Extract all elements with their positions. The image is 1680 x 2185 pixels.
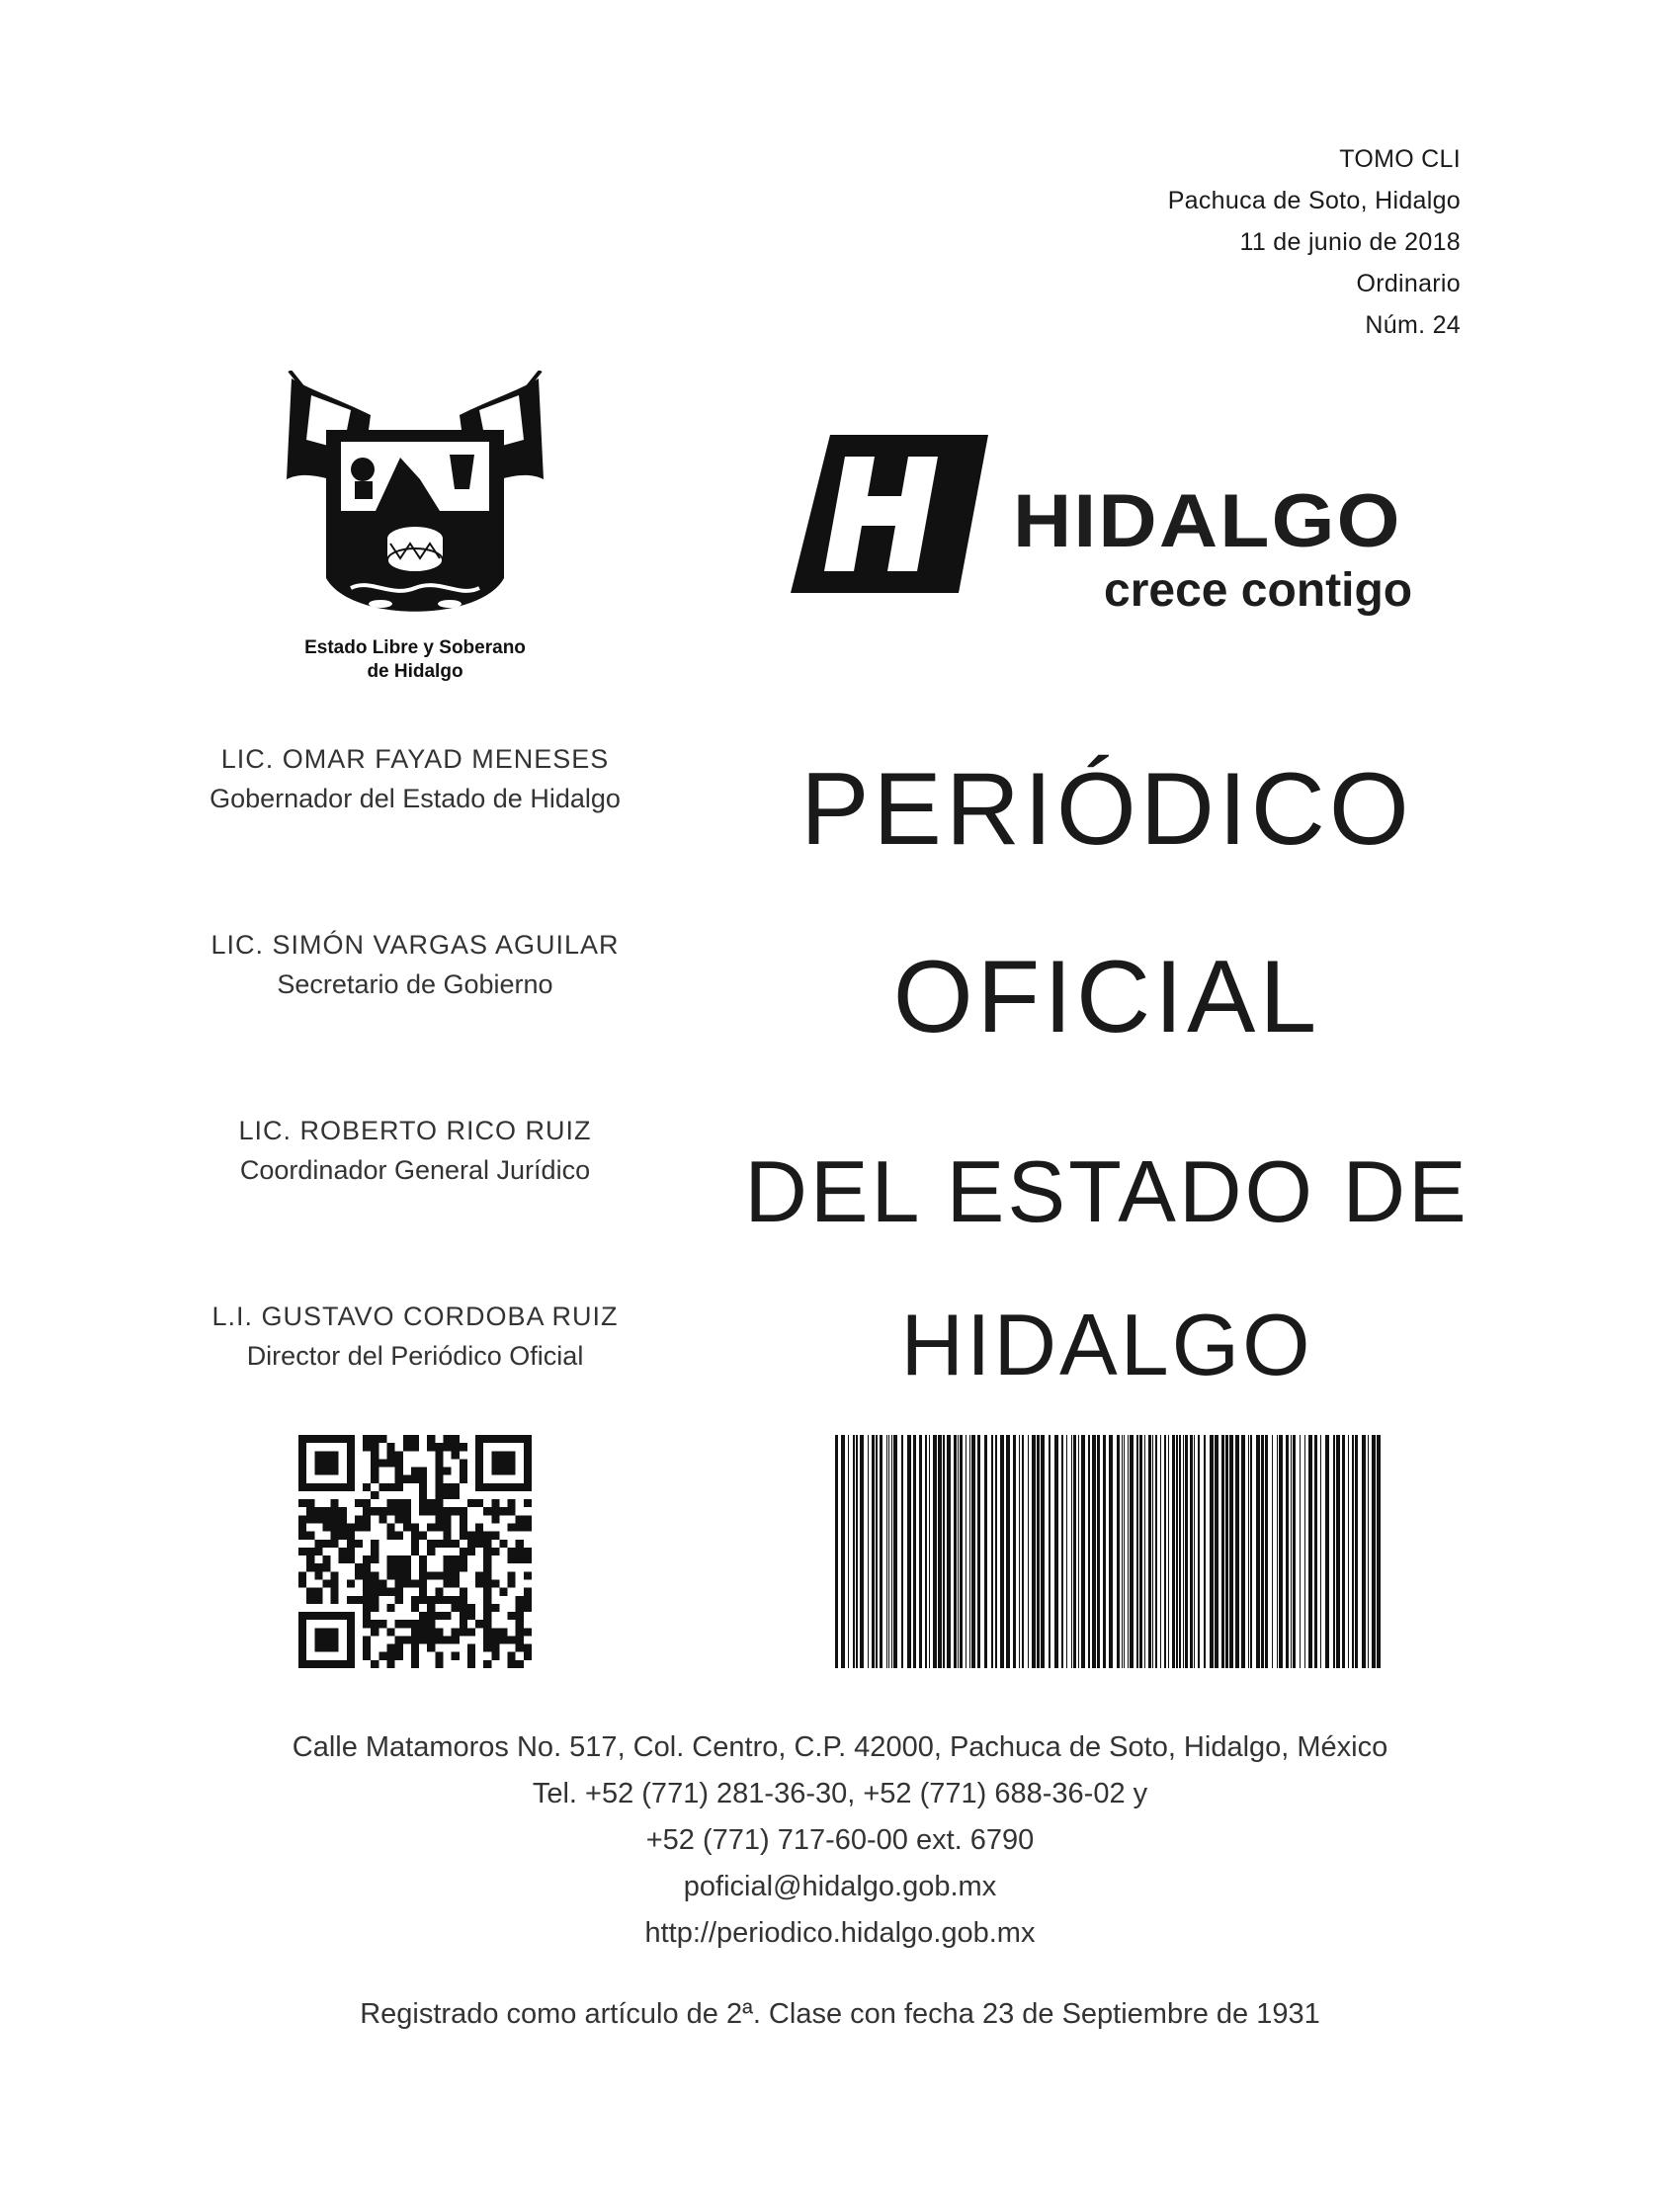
coat-caption-line2: de Hidalgo — [367, 661, 463, 682]
official-entry — [158, 925, 672, 1111]
registration-note: Registrado como artículo de 2ª. Clase con fecha 23 de Septiembre de 1931 — [360, 1998, 1320, 2030]
official-role: Coordinador General Jurídico — [239, 1155, 591, 1185]
official-entry — [158, 1111, 672, 1297]
hidalgo-brand-logo — [791, 435, 1423, 623]
barcode-icon — [835, 1435, 1388, 1668]
brand-word: HIDALGO — [1013, 479, 1402, 563]
title-line-2: OFICIAL — [892, 940, 1321, 1054]
title-line-1: PERIÓDICO — [800, 752, 1413, 867]
coat-of-arms-caption — [247, 636, 583, 684]
phones-text-2: +52 (771) 717-60-00 ext. 6790 — [645, 1824, 1035, 1856]
date-label: 11 de junio de 2018 — [1239, 228, 1461, 256]
official-name: L.I. GUSTAVO CORDOBA RUIZ — [211, 1302, 619, 1331]
tomo-label: TOMO CLI — [1339, 145, 1461, 173]
hidalgo-h-icon — [791, 435, 988, 593]
coat-caption-line1: Estado Libre y Soberano — [304, 637, 526, 658]
official-role: Secretario de Gobierno — [277, 969, 553, 999]
official-entry — [158, 739, 672, 925]
official-role: Gobernador del Estado de Hidalgo — [210, 784, 621, 813]
email-link[interactable]: poficial@hidalgo.gob.mx — [683, 1871, 997, 1902]
title-line-4: HIDALGO — [900, 1296, 1313, 1393]
issue-number-label: Núm. 24 — [1365, 311, 1461, 339]
brand-tagline: crece contigo — [1104, 564, 1413, 617]
address-text: Calle Matamoros No. 517, Col. Centro, C.P. 42000, Pachuca de Soto, Hidalgo, México — [292, 1731, 1388, 1763]
place-label: Pachuca de Soto, Hidalgo — [1167, 187, 1461, 214]
issue-metadata — [1168, 138, 1461, 346]
title-line-3: DEL ESTADO DE — [744, 1142, 1470, 1240]
official-name: LIC. OMAR FAYAD MENESES — [220, 744, 610, 774]
website-link[interactable]: http://periodico.hidalgo.gob.mx — [644, 1917, 1036, 1949]
contact-footer — [99, 1724, 1581, 1957]
official-role: Director del Periódico Oficial — [246, 1341, 584, 1371]
edition-label: Ordinario — [1356, 270, 1461, 297]
official-name: LIC. SIMÓN VARGAS AGUILAR — [210, 930, 620, 960]
officials-list — [158, 739, 672, 1482]
phones-text-1: Tel. +52 (771) 281-36-30, +52 (771) 688-36-02 y — [532, 1778, 1148, 1809]
official-name: LIC. ROBERTO RICO RUIZ — [238, 1116, 592, 1145]
qr-code-icon — [298, 1435, 532, 1668]
